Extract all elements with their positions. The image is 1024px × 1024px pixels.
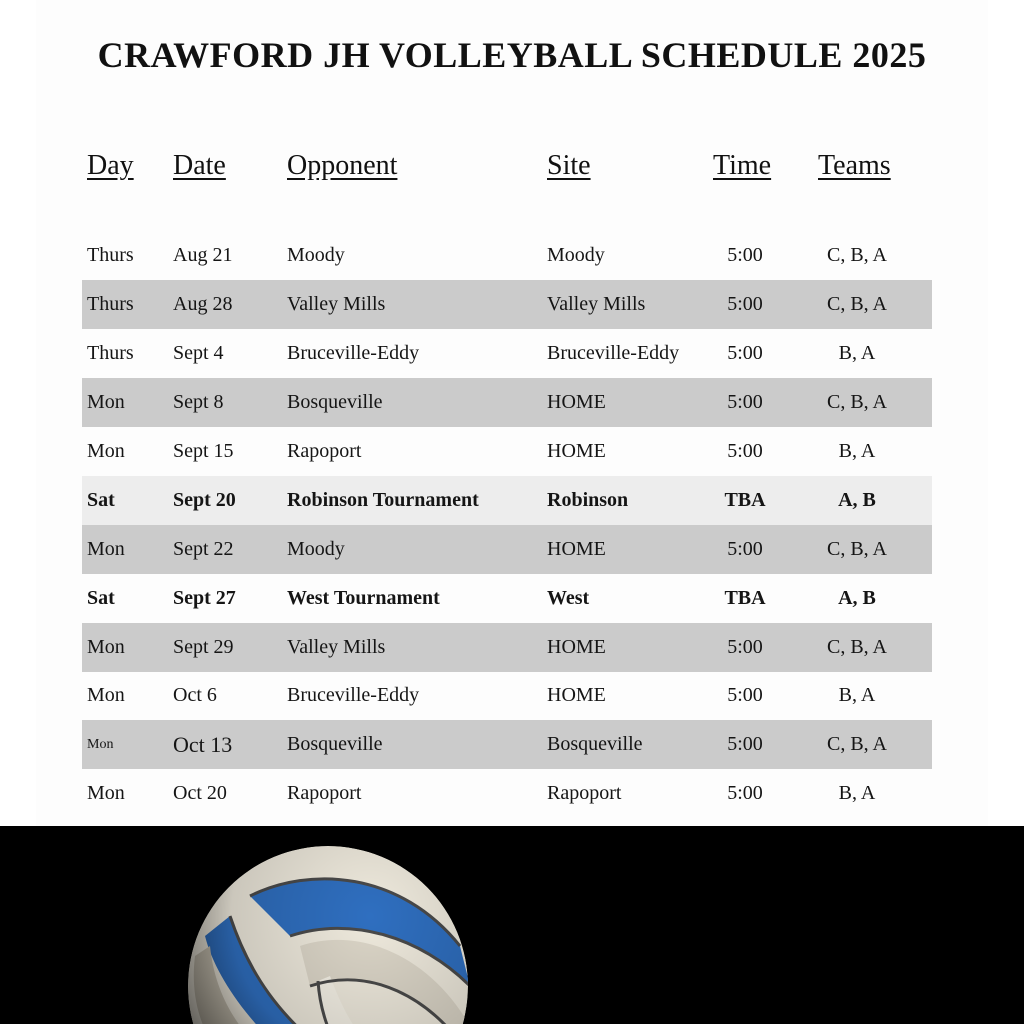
- cell-day: Mon: [87, 782, 125, 804]
- cell-teams: B, A: [838, 684, 876, 706]
- cell-time: 5:00: [727, 538, 763, 560]
- cell-opponent: Robinson Tournament: [287, 489, 479, 511]
- cell-time: 5:00: [727, 684, 763, 706]
- cell-teams: A, B: [838, 489, 876, 511]
- cell-time: 5:00: [727, 244, 763, 266]
- cell-date: Sept 22: [173, 538, 234, 560]
- cell-day: Sat: [87, 489, 115, 511]
- cell-date: Sept 29: [173, 636, 234, 658]
- cell-teams: B, A: [838, 342, 876, 364]
- header-time: Time: [713, 150, 772, 181]
- cell-date: Oct 20: [173, 782, 227, 804]
- cell-day: Thurs: [87, 293, 134, 315]
- table-row-tournament: [82, 574, 932, 623]
- table-row: [82, 231, 932, 280]
- cell-opponent: Bosqueville: [287, 391, 383, 413]
- page-title: CRAWFORD JH VOLLEYBALL SCHEDULE 2025: [97, 35, 927, 75]
- table-row-tournament: [82, 476, 932, 525]
- cell-opponent: Moody: [287, 538, 345, 560]
- cell-teams: C, B, A: [826, 293, 888, 315]
- cell-day: Mon: [87, 684, 125, 706]
- volleyball-banner: [0, 826, 1024, 1024]
- cell-time: 5:00: [727, 293, 763, 315]
- cell-opponent: Bruceville-Eddy: [287, 342, 420, 364]
- cell-site: HOME: [547, 440, 606, 462]
- cell-day: Thurs: [87, 244, 134, 266]
- cell-site: Bosqueville: [547, 733, 643, 755]
- cell-time: TBA: [724, 587, 766, 609]
- cell-day: Mon: [87, 636, 125, 658]
- cell-opponent: Rapoport: [287, 440, 362, 462]
- cell-time: 5:00: [727, 342, 763, 364]
- cell-date: Sept 8: [173, 391, 224, 413]
- cell-time: 5:00: [727, 636, 763, 658]
- cell-day: Mon: [87, 391, 125, 413]
- table-row: [82, 720, 932, 769]
- cell-teams: C, B, A: [826, 244, 888, 266]
- cell-time: 5:00: [727, 440, 763, 462]
- cell-opponent: Bruceville-Eddy: [287, 684, 420, 706]
- table-row: [82, 378, 932, 427]
- cell-teams: B, A: [838, 782, 876, 804]
- cell-opponent: West Tournament: [287, 587, 440, 609]
- cell-time: 5:00: [727, 733, 763, 755]
- cell-site: Rapoport: [547, 782, 622, 804]
- cell-site: HOME: [547, 538, 606, 560]
- cell-site: HOME: [547, 636, 606, 658]
- cell-teams: C, B, A: [826, 391, 888, 413]
- cell-date: Oct 13: [173, 732, 233, 757]
- cell-opponent: Rapoport: [287, 782, 362, 804]
- table-row: [82, 280, 932, 329]
- header-site: Site: [547, 150, 591, 181]
- cell-date: Sept 27: [173, 587, 236, 609]
- cell-teams: B, A: [838, 440, 876, 462]
- cell-date: Sept 20: [173, 489, 236, 511]
- table-row: [82, 769, 932, 818]
- header-day: Day: [87, 150, 134, 181]
- cell-teams: C, B, A: [826, 636, 888, 658]
- cell-site: HOME: [547, 684, 606, 706]
- table-row: [82, 329, 932, 378]
- cell-opponent: Bosqueville: [287, 733, 383, 755]
- cell-time: 5:00: [727, 391, 763, 413]
- header-opponent: Opponent: [287, 150, 398, 181]
- cell-time: 5:00: [727, 782, 763, 804]
- cell-day: Thurs: [87, 342, 134, 364]
- cell-site: Robinson: [547, 489, 629, 511]
- cell-teams: A, B: [838, 587, 876, 609]
- cell-opponent: Valley Mills: [287, 636, 386, 658]
- cell-day: Mon: [87, 538, 125, 560]
- table-row: [82, 525, 932, 574]
- volleyball-image: [0, 826, 1024, 1024]
- cell-site: Bruceville-Eddy: [547, 342, 680, 364]
- cell-day: Mon: [87, 737, 114, 752]
- cell-day: Mon: [87, 440, 125, 462]
- cell-site: HOME: [547, 391, 606, 413]
- cell-date: Sept 15: [173, 440, 234, 462]
- cell-date: Aug 21: [173, 244, 233, 266]
- cell-day: Sat: [87, 587, 115, 609]
- table-row: [82, 671, 932, 720]
- cell-opponent: Valley Mills: [287, 293, 386, 315]
- header-teams: Teams: [818, 150, 891, 181]
- header-date: Date: [173, 150, 226, 181]
- cell-opponent: Moody: [287, 244, 345, 266]
- cell-teams: C, B, A: [826, 538, 888, 560]
- cell-time: TBA: [724, 489, 766, 511]
- cell-site: West: [547, 587, 590, 609]
- cell-date: Aug 28: [173, 293, 233, 315]
- table-row: [82, 427, 932, 476]
- cell-date: Oct 6: [173, 684, 217, 706]
- volleyball-icon: [188, 846, 470, 1024]
- cell-site: Valley Mills: [547, 293, 646, 315]
- cell-date: Sept 4: [173, 342, 224, 364]
- table-row: [82, 623, 932, 672]
- cell-teams: C, B, A: [826, 733, 888, 755]
- cell-site: Moody: [547, 244, 605, 266]
